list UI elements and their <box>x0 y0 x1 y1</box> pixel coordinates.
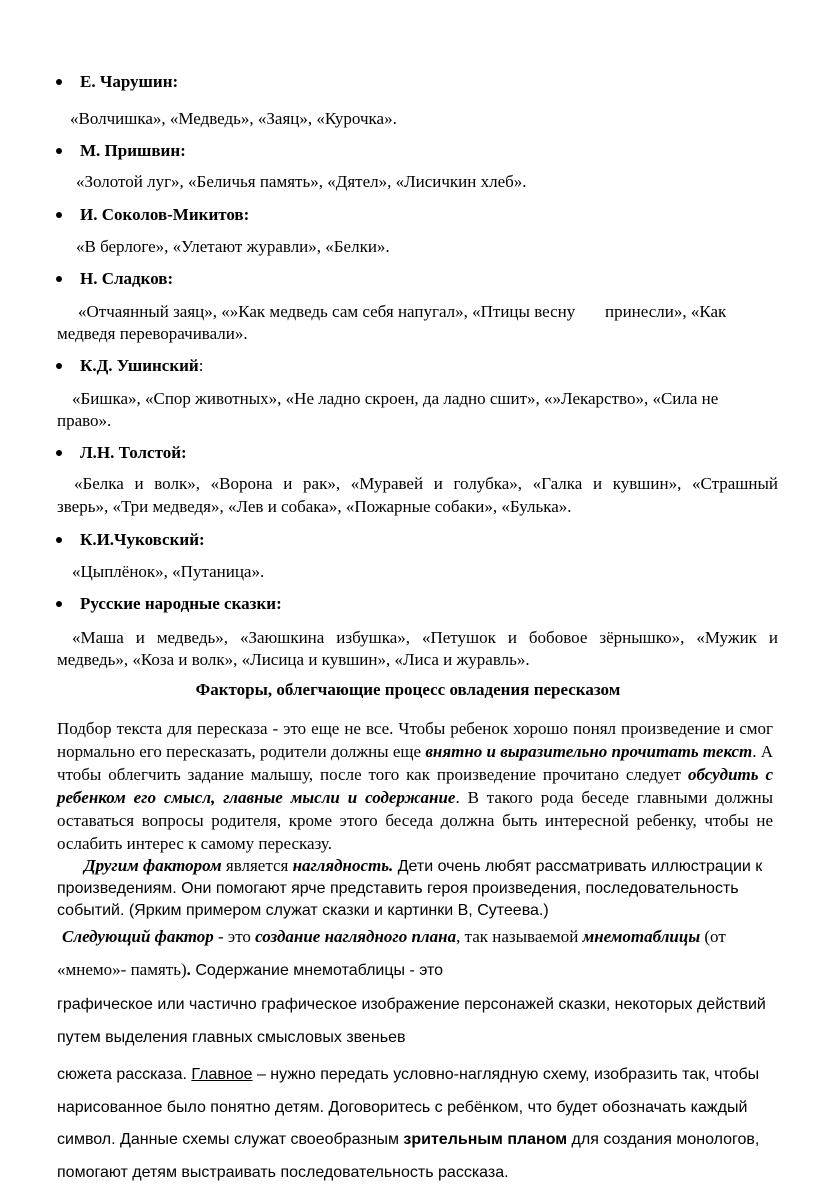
para-text: является <box>221 856 293 875</box>
underlined-text: Главное <box>191 1066 253 1083</box>
author-works-line: «Бишка», «Спор животных», «Не ладно скроен, да ладно сшит», «»Лекарство», «Сила не <box>72 389 719 408</box>
para-text: сюжета рассказа. <box>57 1066 192 1083</box>
author-works: «Волчишка», «Медведь», «Заяц», «Курочка». <box>70 109 397 128</box>
emphasis-text: Другим фактором <box>84 856 222 875</box>
emphasis-text: Следующий фактор <box>62 927 214 946</box>
author-works-line: «Маша и медведь», «Заюшкина избушка», «Петушок и бобовое зёрнышко», «Мужик и <box>72 628 778 647</box>
author-name: Л.Н. Толстой: <box>80 443 187 462</box>
para-text: - это <box>213 927 256 946</box>
author-chukovsky <box>80 530 205 550</box>
text-line <box>57 1064 787 1086</box>
para-text: . В такого рода беседе главными должны оставаться вопросы родителя, кроме этого беседа должна быть интересной ребенку, чтобы не ослабить интерес к самому пересказу. <box>57 788 773 853</box>
para-text: Дети очень любят рассматривать иллюстрации к произведениям. Они помогают ярче представить героя произведения, последовательность событий. (Ярким примером служат сказки и картинки В, Сутеева.) <box>57 858 763 919</box>
bullet-icon <box>56 212 62 218</box>
author-name: К.И.Чуковский: <box>80 530 205 549</box>
author-sokolov-mikitov <box>80 205 249 225</box>
bullet-icon <box>56 276 62 282</box>
bold-text: зрительным планом <box>403 1131 568 1148</box>
author-works-line: медведь», «Коза и волк», «Лисица и кувшин», «Лиса и журавль». <box>57 650 530 669</box>
emphasis-text: наглядность. <box>292 856 394 875</box>
paragraph-plan-line <box>62 925 782 948</box>
para-text: , так называемой <box>456 927 583 946</box>
para-text: «мнемо»- память) <box>57 960 187 979</box>
para-text: для создания монологов, <box>567 1131 760 1148</box>
author-works-line: право». <box>57 411 112 430</box>
author-ushinsky <box>80 356 203 376</box>
author-name: Е. Чарушин: <box>80 72 179 91</box>
author-name: И. Соколов-Микитов: <box>80 205 250 224</box>
author-name: К.Д. Ушинский <box>80 356 199 375</box>
para-text: Подбор текста для пересказа - это еще не все. Чтобы ребенок хорошо понял произведение и смог нормально его пересказать, родители должны еще <box>57 719 773 761</box>
author-works-line: зверь», «Три медведя», «Лев и собака», «Пожарные собаки», «Булька». <box>57 497 572 516</box>
para-text: символ. Данные схемы служат своеобразным <box>57 1131 404 1148</box>
text-line: помогают детям выстраивать последовательность рассказа. <box>57 1164 509 1181</box>
paragraph-plan-line <box>57 958 773 982</box>
emphasis-text: обсудить с ребенком его смысл, главные мысли и содержание <box>57 765 773 807</box>
author-folk-tales <box>80 594 282 614</box>
emphasis-text: мнемотаблицы <box>582 927 701 946</box>
author-prishvin <box>80 141 186 161</box>
bullet-icon <box>56 363 62 369</box>
author-works-line: «Отчаянный заяц», «»Как медведь сам себя напугал», «Птицы весну принесли», «Как <box>78 302 727 321</box>
emphasis-text: создание наглядного плана <box>255 927 457 946</box>
bullet-icon <box>56 148 62 154</box>
author-works: «Золотой луг», «Беличья память», «Дятел», «Лисичкин хлеб». <box>76 172 527 191</box>
author-works: «Цыплёнок», «Путаница». <box>72 562 265 581</box>
emphasis-text: . <box>186 960 191 979</box>
author-works-line: медведя переворачивали». <box>57 324 248 343</box>
author-works: «В берлоге», «Улетают журавли», «Белки». <box>76 237 390 256</box>
bullet-icon <box>56 601 62 607</box>
para-text: (от <box>700 927 726 946</box>
author-works-line: «Белка и волк», «Ворона и рак», «Муравей и голубка», «Галка и кувшин», «Страшный <box>74 474 778 493</box>
author-name: Н. Сладков: <box>80 269 174 288</box>
author-tolstoy <box>80 443 187 463</box>
author-name: Русские народные сказки: <box>80 594 282 613</box>
para-text: . А чтобы облегчить задание малышу, после того как произведение прочитано следует <box>57 742 774 784</box>
emphasis-text: внятно и выразительно прочитать текст <box>425 742 753 761</box>
para-text: – нужно передать условно-наглядную схему, изобразить так, чтобы <box>252 1066 760 1083</box>
author-charushin <box>80 72 178 92</box>
bullet-icon <box>56 79 62 85</box>
bullet-icon <box>56 537 62 543</box>
text-line <box>57 1129 787 1151</box>
section-heading: Факторы, облегчающие процесс овладения пересказом <box>195 680 621 699</box>
author-sladkov <box>80 269 173 289</box>
text-line: графическое или частично графическое изображение персонажей сказки, некоторых действий <box>57 996 766 1013</box>
text-line: нарисованное было понятно детям. Договоритесь с ребёнком, что будет обозначать каждый <box>57 1099 748 1116</box>
para-text: Содержание мнемотаблицы - это <box>190 962 444 979</box>
paragraph-visual-aids <box>57 855 769 922</box>
paragraph-text-selection <box>57 717 773 855</box>
bullet-icon <box>56 450 62 456</box>
author-name-suffix: : <box>198 356 204 375</box>
author-name: М. Пришвин: <box>80 141 186 160</box>
text-line: путем выделения главных смысловых звеньев <box>57 1029 406 1046</box>
